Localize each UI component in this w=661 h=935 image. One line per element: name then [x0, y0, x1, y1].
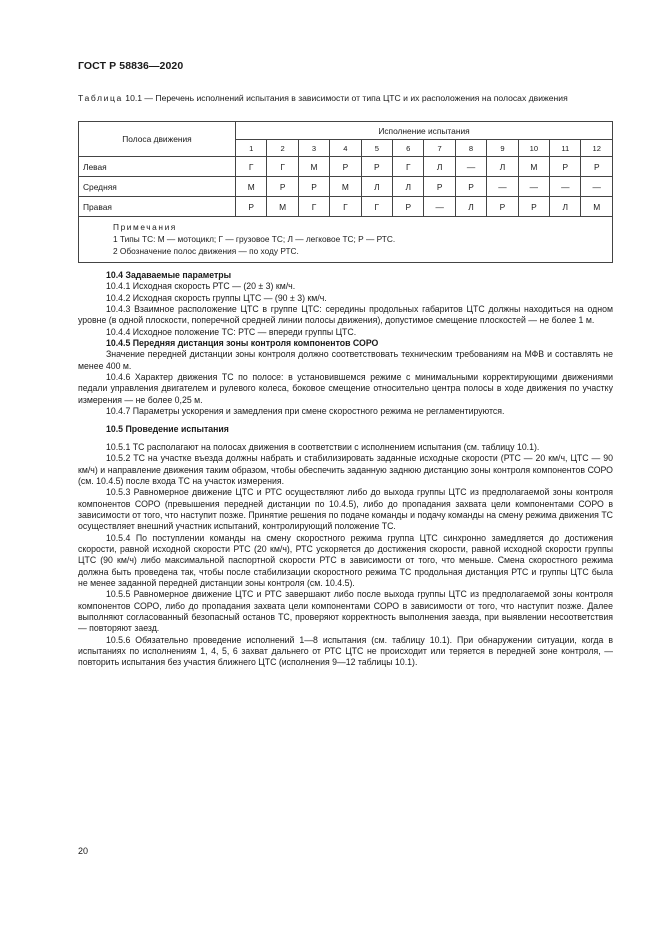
version-number-cell: 2	[267, 140, 298, 157]
vehicle-type-cell: М	[330, 177, 361, 197]
paragraph-10-4-2: 10.4.2 Исходная скорость группы ЦТС — (90 ± 3) км/ч.	[106, 292, 327, 303]
version-number-cell: 7	[424, 140, 455, 157]
vehicle-type-cell: Р	[487, 197, 518, 217]
test-versions-table	[78, 121, 613, 263]
vehicle-type-cell: Р	[393, 197, 424, 217]
vehicle-type-cell: —	[455, 157, 486, 177]
version-number-cell: 12	[581, 140, 613, 157]
lane-column-header: Полоса движения	[79, 122, 236, 157]
table-caption	[78, 93, 613, 104]
paragraph-10-4-3: 10.4.3 Взаимное расположение ЦТС в группе ЦТС: середины продольных габаритов ЦТС должны находиться на одном уровне (в одной плоскости, поперечной средней линии полосы движения), допустимое смещение плоскостей — не более 1 м.	[78, 304, 613, 326]
vehicle-type-cell: —	[487, 177, 518, 197]
version-number-cell: 8	[455, 140, 486, 157]
heading-10-4-5: 10.4.5 Передняя дистанция зоны контроля компонентов СОРО	[106, 338, 379, 349]
vehicle-type-cell: Р	[424, 177, 455, 197]
vehicle-type-cell: Л	[361, 177, 392, 197]
vehicle-type-cell: М	[298, 157, 329, 177]
vehicle-type-cell: М	[267, 197, 298, 217]
version-number-cell: 3	[298, 140, 329, 157]
note-2: 2 Обозначение полос движения — по ходу РТС.	[113, 246, 299, 256]
vehicle-type-cell: Г	[393, 157, 424, 177]
paragraph-10-5-3: 10.5.3 Равномерное движение ЦТС и РТС осуществляют либо до выхода группы ЦТС из предполагаемой зоны контроля компонентов СОРО (превышения передней дистанции по 10.4.5), либо до пропадания захвата цели компонентами СОРО в зависимости от того, что наступит позже. Принятие решения по подаче команды и подачу команды на смену режима движения ТС осуществляет внешний участник испытаний, контролирующий положение ТС.	[78, 487, 613, 532]
version-number-cell: 11	[550, 140, 581, 157]
vehicle-type-cell: —	[518, 177, 549, 197]
vehicle-type-cell: Р	[330, 157, 361, 177]
vehicle-type-cell: Р	[361, 157, 392, 177]
vehicle-type-cell: М	[236, 177, 267, 197]
paragraph-10-5-6: 10.5.6 Обязательно проведение исполнений 1—8 испытания (см. таблицу 10.1). При обнаружении ситуации, когда в испытаниях по исполнениям 1, 4, 5, 6 захват дальнего от РТС ЦТС не происходит или теряется в передней зоне контроля, — повторить испытания без участия ближнего ЦТС (исполнения 9—12 таблицы 10.1).	[78, 634, 613, 668]
paragraph-10-4-7: 10.4.7 Параметры ускорения и замедления при смене скоростного режима не регламентируются.	[106, 406, 505, 417]
paragraph-10-4-6: 10.4.6 Характер движения ТС по полосе: в установившемся режиме с минимальными корректирующими движениями педали управления двигателем и рулевого колеса, боковое смещение относительно центра полосы в ходе движения по участку измерения — не более 0,25 м.	[78, 372, 613, 405]
table-caption-text: 10.1 — Перечень исполнений испытания в зависимости от типа ЦТС и их расположения на полосах движения	[122, 93, 568, 103]
vehicle-type-cell: Р	[550, 157, 581, 177]
lane-cell: Правая	[79, 197, 236, 217]
vehicle-type-cell: Р	[518, 197, 549, 217]
vehicle-type-cell: М	[581, 197, 613, 217]
version-column-header: Исполнение испытания	[236, 122, 613, 140]
vehicle-type-cell: М	[518, 157, 549, 177]
lane-cell: Средняя	[79, 177, 236, 197]
lane-cell: Левая	[79, 157, 236, 177]
vehicle-type-cell: Р	[298, 177, 329, 197]
version-number-cell: 4	[330, 140, 361, 157]
vehicle-type-cell: Л	[455, 197, 486, 217]
paragraph-10-4-5: Значение передней дистанции зоны контроля должно соответствовать техническим требованиям на МФВ и составлять не менее 400 м.	[78, 349, 613, 371]
version-number-cell: 9	[487, 140, 518, 157]
paragraph-10-5-2: 10.5.2 ТС на участке въезда должны набрать и стабилизировать заданные исходные скорости (РТС — 20 км/ч, ЦТС — 90 км/ч) и направление движения таким образом, чтобы обеспечить заданную заднюю дистанцию зоны контроля компонентов СОРО (см. 10.4.5) после входа ТС на участок измерения.	[78, 453, 613, 486]
vehicle-type-cell: Р	[455, 177, 486, 197]
table-row	[79, 177, 613, 197]
vehicle-type-cell: Р	[236, 197, 267, 217]
version-number-cell: 5	[361, 140, 392, 157]
vehicle-type-cell: Р	[267, 177, 298, 197]
table-row	[79, 157, 613, 177]
vehicle-type-cell: Р	[581, 157, 613, 177]
vehicle-type-cell: Л	[550, 197, 581, 217]
vehicle-type-cell: Г	[236, 157, 267, 177]
vehicle-type-cell: —	[581, 177, 613, 197]
paragraph-10-5-4: 10.5.4 По поступлении команды на смену скоростного режима группа ЦТС синхронно замедляется до достижения скорости, равной исходной скорости РТС (20 км/ч), РТС ускоряется до достижения скорости, равной исходной скорости группы ЦТС (90 км/ч) либо максимальной паспортной скорости РТС в зависимости от того, что меньше. Смена скоростного режима должна быть проведена так, чтобы после стабилизации скоростного режима ТС продольная дистанция РТС и группы ЦТС была не менее заданной передней дистанции зоны контроля (см. 10.4.5).	[78, 532, 613, 588]
paragraph-10-5-1: 10.5.1 ТС располагают на полосах движения в соответствии с исполнением испытания (см. таблицу 10.1).	[106, 441, 540, 452]
vehicle-type-cell: Г	[330, 197, 361, 217]
vehicle-type-cell: Л	[487, 157, 518, 177]
vehicle-type-cell: Г	[298, 197, 329, 217]
vehicle-type-cell: —	[424, 197, 455, 217]
vehicle-type-cell: —	[550, 177, 581, 197]
document-body	[78, 270, 613, 669]
version-number-cell: 1	[236, 140, 267, 157]
document-header: ГОСТ Р 58836—2020	[78, 60, 184, 72]
table-notes	[79, 217, 613, 263]
note-1: 1 Типы ТС: М — мотоцикл; Г — грузовое ТС; Л — легковое ТС; Р — РТС.	[113, 234, 396, 244]
section-heading-10-4: 10.4 Задаваемые параметры	[106, 270, 232, 280]
vehicle-type-cell: Г	[361, 197, 392, 217]
vehicle-type-cell: Г	[267, 157, 298, 177]
version-number-cell: 6	[393, 140, 424, 157]
version-number-cell: 10	[518, 140, 549, 157]
vehicle-type-cell: Л	[393, 177, 424, 197]
notes-title: Примечания	[113, 222, 177, 232]
page-number: 20	[78, 846, 89, 856]
paragraph-10-4-4: 10.4.4 Исходное положение ТС: РТС — впереди группы ЦТС.	[106, 326, 357, 337]
vehicle-type-cell: Л	[424, 157, 455, 177]
table-caption-label: Таблица	[78, 93, 123, 103]
paragraph-10-5-5: 10.5.5 Равномерное движение ЦТС и РТС завершают либо после выхода группы ЦТС из предполагаемой зоны контроля компонентов СОРО, либо до пропадания захвата цели компонентами СОРО в зависимости от того, что наступит позже. Далее выполняют согласованный безопасный останов ТС, проверяют корректность выполнения заезда, при выявлении несоответствия — повторяют заезд.	[78, 589, 613, 634]
section-heading-10-5: 10.5 Проведение испытания	[106, 424, 229, 435]
table-row	[79, 197, 613, 217]
paragraph-10-4-1: 10.4.1 Исходная скорость РТС — (20 ± 3) км/ч.	[106, 281, 296, 292]
